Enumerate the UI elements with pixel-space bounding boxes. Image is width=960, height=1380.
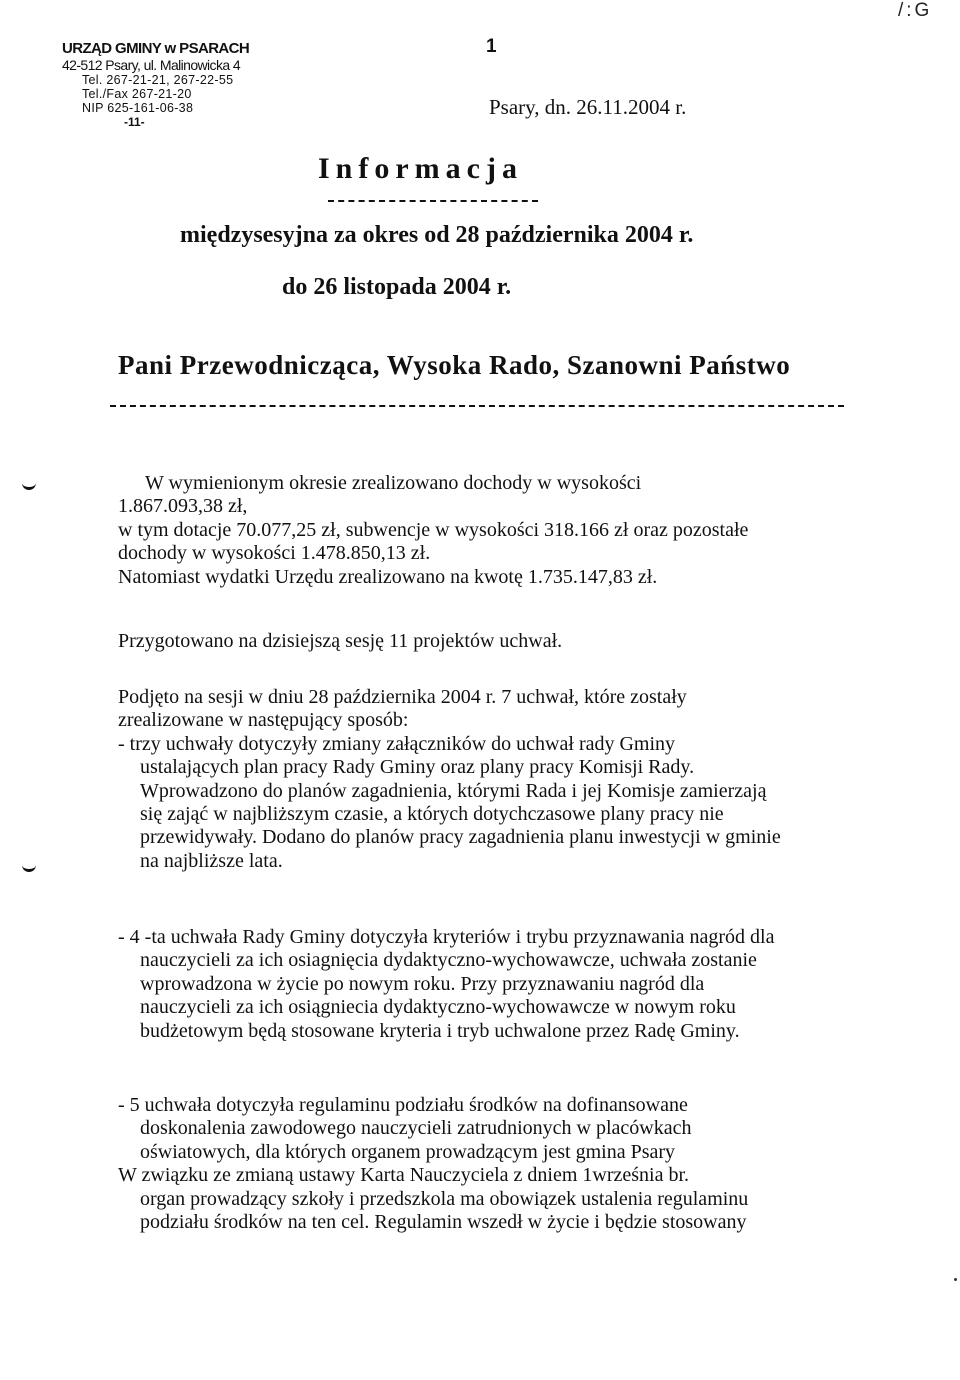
text-line: - trzy uchwały dotyczyły zmiany załączników do uchwał rady Gminy [118, 732, 676, 755]
text-line: zrealizowane w następujący sposób: [118, 709, 409, 732]
text-line: przewidywały. Dodano do planów pracy zagadnienia planu inwestycji w gminie [140, 826, 781, 849]
text-line: wprowadzona w życie po nowym roku. Przy przyznawaniu nagród dla [140, 972, 705, 995]
paragraph-income [118, 472, 748, 589]
text-line: w tym dotacje 70.077,25 zł, subwencje w wysokości 318.166 zł oraz pozostałe [118, 518, 749, 541]
text-line: doskonalenia zawodowego nauczycieli zatrudnionych w placówkach [140, 1117, 692, 1140]
text-line: W związku ze zmianą ustawy Karta Nauczyciela z dniem 1września br. [118, 1164, 690, 1187]
paragraph-awards [118, 926, 774, 1043]
punch-hole-mark [22, 862, 36, 872]
scan-speck [954, 1278, 957, 1281]
text-line: na najbliższe lata. [140, 849, 283, 872]
text-line: - 5 uchwała dotyczyła regulaminu podziału środków na dofinansowane [118, 1094, 688, 1116]
text-line: Przygotowano na dzisiejszą sesję 11 projektów uchwał. [118, 630, 563, 652]
subtitle-line-1: międzysesyjna za okres od 28 października 2004 r. [180, 222, 694, 248]
paragraph-resolutions [118, 686, 781, 873]
corner-handwritten-mark: /:G [898, 0, 933, 21]
text-line: Podjęto na sesji w dniu 28 października 2004 r. 7 uchwał, które zostały [118, 686, 687, 708]
greeting-underline [110, 405, 844, 407]
text-line: W wymienionym okresie zrealizowano dochody w wysokości [145, 472, 642, 494]
paragraph-training-funds [118, 1094, 748, 1234]
office-phone: Tel. 267-21-21, 267-22-55 [82, 73, 234, 87]
page-number: 1 [486, 36, 497, 57]
text-line: Natomiast wydatki Urzędu zrealizowano na kwotę 1.735.147,83 zł. [118, 565, 658, 588]
office-letterhead [62, 40, 249, 129]
text-line: dochody w wysokości 1.478.850,13 zł. [118, 542, 431, 565]
office-name: URZĄD GMINY w PSARACH [62, 40, 250, 57]
text-line: budżetowym będą stosowane kryteria i tryb uchwalone przez Radę Gminy. [140, 1019, 740, 1042]
text-line: podziału środków na ten cel. Regulamin wszedł w życie i będzie stosowany [140, 1211, 747, 1234]
office-reference: -11- [124, 115, 145, 129]
greeting: Pani Przewodnicząca, Wysoka Rado, Szanowni Państwo [118, 350, 791, 380]
punch-hole-mark [22, 480, 36, 490]
text-line: 1.867.093,38 zł, [118, 495, 248, 518]
paragraph-projects [118, 630, 562, 653]
text-line: ustalających plan pracy Rady Gminy oraz plany pracy Komisji Rady. [140, 756, 695, 779]
text-line: nauczycieli za ich osiągniecia dydaktyczno-wychowawcze w nowym roku [140, 996, 736, 1019]
office-nip: NIP 625-161-06-38 [82, 101, 194, 115]
text-line: się zająć w najbliższym czasie, a których dotychczasowe plany pracy nie [140, 803, 724, 826]
title-underline [328, 200, 538, 202]
document-title: Informacja [318, 152, 523, 185]
office-address: 42-512 Psary, ul. Malinowicka 4 [62, 57, 241, 73]
text-line: nauczycieli za ich osiagnięcia dydaktyczno-wychowawcze, uchwała zostanie [140, 949, 757, 972]
document-date: Psary, dn. 26.11.2004 r. [489, 95, 687, 119]
office-fax: Tel./Fax 267-21-20 [82, 87, 192, 101]
text-line: - 4 -ta uchwała Rady Gminy dotyczyła kryteriów i trybu przyznawania nagród dla [118, 926, 775, 948]
subtitle-line-2: do 26 listopada 2004 r. [282, 274, 512, 300]
text-line: organ prowadzący szkoły i przedszkola ma obowiązek ustalenia regulaminu [140, 1187, 749, 1210]
text-line: oświatowych, dla których organem prowadzącym jest gmina Psary [140, 1140, 676, 1163]
text-line: Wprowadzono do planów zagadnienia, którymi Rada i jej Komisje zamierzają [140, 779, 767, 802]
